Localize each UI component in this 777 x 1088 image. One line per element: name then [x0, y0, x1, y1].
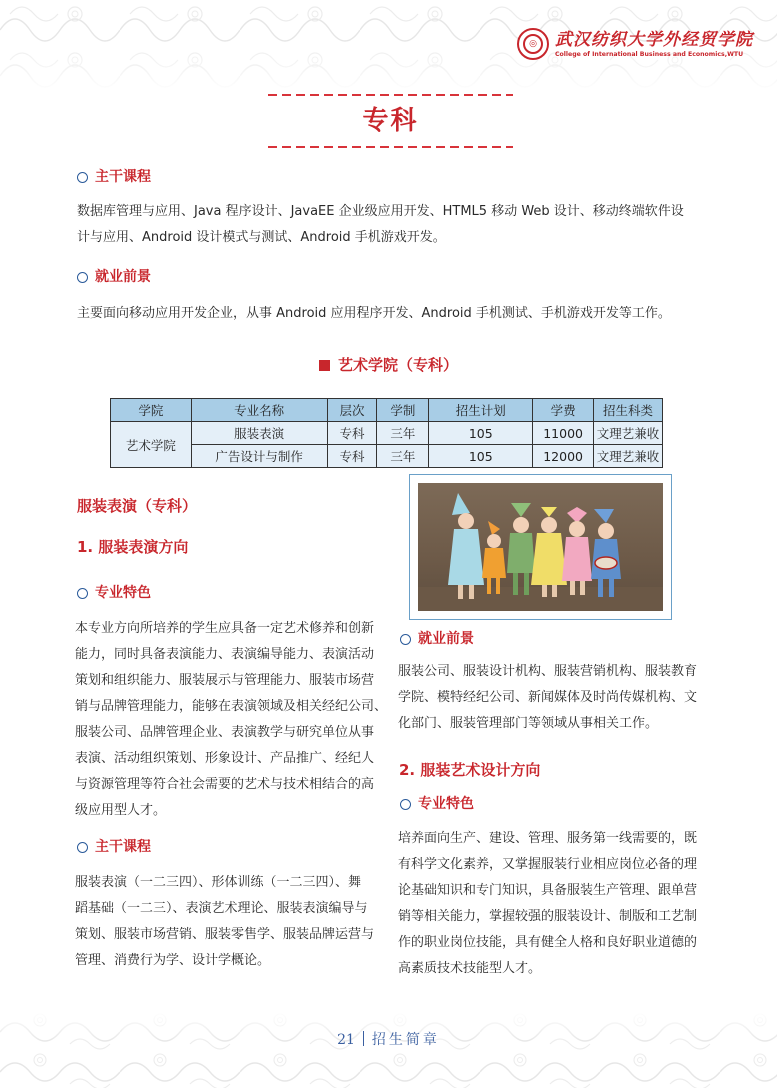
major-title: 服装表演（专科） [77, 497, 198, 515]
table-cell: 服装表演 [191, 422, 327, 445]
courses-heading-left-text: 主干课程 [95, 839, 151, 855]
table-cell: 三年 [377, 422, 429, 445]
school-seal-icon: ◎ [517, 28, 549, 60]
circle-outline-icon [77, 588, 88, 599]
main-courses-heading-text: 主干课程 [95, 169, 151, 185]
table-cell: 专科 [327, 445, 377, 468]
text-line: 服装公司、服装设计机构、服装营销机构、服装教育 [398, 664, 698, 679]
features-heading-right-text: 专业特色 [418, 796, 474, 812]
page-number: 21 [337, 1032, 355, 1048]
table-header-cell: 层次 [327, 399, 377, 422]
text-line: 管理、消费行为学、设计学概论。 [75, 953, 271, 968]
red-square-icon [319, 360, 330, 371]
footer-divider [363, 1031, 364, 1046]
page-title-block [268, 92, 513, 152]
courses-paragraph-left [75, 870, 374, 974]
main-courses-heading [77, 168, 151, 186]
title-dashed-line-top [268, 94, 513, 96]
text-line: 计与应用、Android 设计模式与测试、Android 手机游戏开发。 [77, 230, 446, 245]
table-cell: 12000 [533, 445, 594, 468]
table-cell: 105 [429, 422, 533, 445]
text-line: 化部门、服装管理部门等领域从事相关工作。 [398, 716, 659, 731]
school-name-en: College of International Business and Economics,WTU [555, 50, 744, 58]
employment-paragraph-right [398, 659, 697, 737]
text-line: 蹈基础（一二三）、表演艺术理论、服装表演编导与 [75, 901, 368, 916]
text-line: 论基础知识和专门知识，具备服装生产管理、跟单营 [398, 883, 698, 898]
circle-outline-icon [77, 172, 88, 183]
features-paragraph-right [398, 826, 697, 982]
text-line: 培养面向生产、建设、管理、服务第一线需要的，既 [398, 831, 698, 846]
features-heading-left [77, 584, 151, 602]
circle-outline-icon [77, 272, 88, 283]
text-line: 服装公司、品牌管理企业、表演教学与研究单位从事 [75, 725, 375, 740]
table-header-cell: 学制 [377, 399, 429, 422]
circle-outline-icon [400, 799, 411, 810]
text-line: 销与品牌管理能力，能够在表演领域及相关经纪公司、 [75, 699, 388, 714]
employment-heading-right [400, 630, 474, 648]
employment-paragraph [77, 301, 671, 327]
text-line: 高素质技术技能型人才。 [398, 961, 542, 976]
text-line: 表演、活动组织策划、形象设计、产品推广、经纪人 [75, 751, 375, 766]
main-courses-paragraph [77, 199, 684, 251]
table-cell: 105 [429, 445, 533, 468]
text-line: 服装表演（一二三四）、形体训练（一二三四）、舞 [75, 875, 362, 890]
text-line: 策划和组织能力、服装展示与管理能力、服装市场营 [75, 673, 375, 688]
section-title-text: 艺术学院（专科） [337, 356, 458, 374]
page-title: 专科 [362, 106, 419, 136]
table-cell: 三年 [377, 445, 429, 468]
table-header-cell: 学院 [111, 399, 192, 422]
table-cell: 专科 [327, 422, 377, 445]
page-footer [0, 1030, 777, 1050]
features-heading-right [400, 795, 474, 813]
text-line: 有科学文化素养，又掌握服装行业相应岗位必备的理 [398, 857, 698, 872]
circle-outline-icon [400, 634, 411, 645]
table-cell: 文理艺兼收 [594, 422, 663, 445]
text-line: 主要面向移动应用开发企业，从事 Android 应用程序开发、Android 手机测试、手机游戏开发等工作。 [77, 306, 671, 321]
photo-frame [409, 474, 672, 620]
school-name-cn: 武汉纺织大学外经贸学院 [555, 29, 753, 50]
table-cell: 广告设计与制作 [191, 445, 327, 468]
table-row [111, 422, 663, 445]
direction-2-title: 2. 服装艺术设计方向 [399, 761, 541, 779]
text-line: 能力，同时具备表演能力、表演编导能力、表演活动 [75, 647, 375, 662]
table-header-row [111, 399, 663, 422]
table-header-cell: 学费 [533, 399, 594, 422]
text-line: 级应用型人才。 [75, 803, 167, 818]
table-header-cell: 招生计划 [429, 399, 533, 422]
title-dashed-line-bottom [268, 146, 513, 148]
majors-table [110, 398, 663, 468]
circle-outline-icon [77, 842, 88, 853]
section-title [0, 355, 777, 375]
employment-heading-right-text: 就业前景 [418, 631, 474, 647]
text-line: 作的职业岗位技能，具有健全人格和良好职业道德的 [398, 935, 698, 950]
text-line: 策划、服装市场营销、服装零售学、服装品牌运营与 [75, 927, 375, 942]
employment-heading [77, 268, 151, 286]
direction-1-title: 1. 服装表演方向 [77, 538, 189, 556]
text-line: 本专业方向所培养的学生应具备一定艺术修养和创新 [75, 621, 375, 636]
features-paragraph-left [75, 616, 387, 824]
table-header-cell: 专业名称 [191, 399, 327, 422]
footer-label: 招生简章 [371, 1032, 440, 1048]
employment-heading-text: 就业前景 [95, 269, 151, 285]
school-logo [517, 28, 753, 60]
table-cell-college: 艺术学院 [111, 422, 192, 468]
text-line: 学院、模特经纪公司、新闻媒体及时尚传媒机构、文 [398, 690, 698, 705]
text-line: 与资源管理等符合社会需要的艺术与技术相结合的高 [75, 777, 375, 792]
table-cell: 11000 [533, 422, 594, 445]
table-row [111, 445, 663, 468]
children-costume-photo [418, 483, 663, 611]
table-header-cell: 招生科类 [594, 399, 663, 422]
courses-heading-left [77, 838, 151, 856]
text-line: 数据库管理与应用、Java 程序设计、JavaEE 企业级应用开发、HTML5 移动 Web 设计、移动终端软件设 [77, 204, 684, 219]
table-cell: 文理艺兼收 [594, 445, 663, 468]
features-heading-left-text: 专业特色 [95, 585, 151, 601]
text-line: 销等相关能力，掌握较强的服装设计、制版和工艺制 [398, 909, 698, 924]
